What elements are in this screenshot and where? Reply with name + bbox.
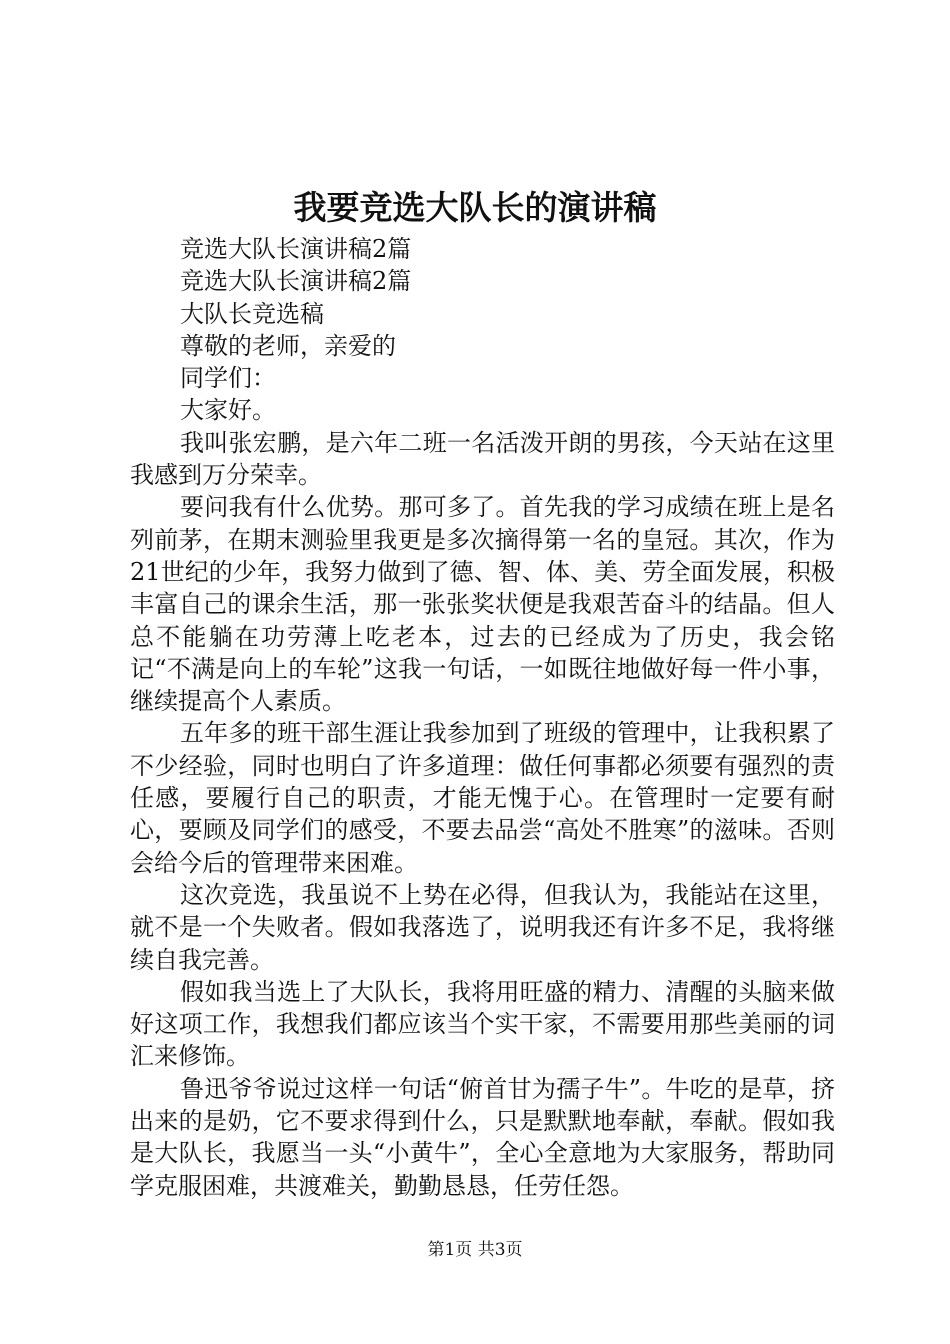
document-title: 我要竞选大队长的演讲稿 xyxy=(293,188,657,227)
document-body xyxy=(130,233,835,1202)
paragraph: 要问我有什么优势。那可多了。首先我的学习成绩在班上是名列前茅，在期末测验里我更是多次摘得第一名的皇冠。其次，作为21世纪的少年，我努力做到了德、智、体、美、劳全面发展，积极丰富自己的课余生活，那一张张奖状便是我艰苦奋斗的结晶。但人总不能躺在功劳薄上吃老本，过去的已经成为了历史，我会铭记“不满是向上的车轮”这我一句话，一如既往地做好每一件小事，继续提高个人素质。 xyxy=(130,493,835,716)
paragraph: 尊敬的老师，亲爱的 xyxy=(180,331,396,360)
paragraph: 五年多的班干部生涯让我参加到了班级的管理中，让我积累了不少经验，同时也明白了许多道理：做任何事都必须要有强烈的责任感，要履行自己的职责，才能无愧于心。在管理时一定要有耐心，要顾及同学们的感受，不要去品尝“高处不胜寒”的滋味。否则会给今后的管理带来困难。 xyxy=(130,719,835,877)
paragraph: 大家好。 xyxy=(180,396,276,425)
paragraph: 这次竞选，我虽说不上势在必得，但我认为，我能站在这里，就不是一个失败者。假如我落选了，说明我还有许多不足，我将继续自我完善。 xyxy=(130,880,835,974)
paragraph: 竞选大队长演讲稿2篇 xyxy=(180,235,412,263)
paragraph: 大队长竞选稿 xyxy=(180,299,324,328)
paragraph: 鲁迅爷爷说过这样一句话“俯首甘为孺子牛”。牛吃的是草，挤出来的是奶，它不要求得到什么，只是默默地奉献，奉献。假如我是大队长，我愿当一头“小黄牛”，全心全意地为大家服务，帮助同学克服困难，共渡难关，勤勤恳恳，任劳任怨。 xyxy=(130,1074,835,1200)
page-number-footer: 第1页 共3页 xyxy=(427,1240,523,1260)
paragraph: 假如我当选上了大队长，我将用旺盛的精力、清醒的头脑来做好这项工作，我想我们都应该当个实干家，不需要用那些美丽的词汇来修饰。 xyxy=(130,977,835,1071)
paragraph: 同学们： xyxy=(180,364,276,393)
paragraph: 我叫张宏鹏，是六年二班一名活泼开朗的男孩，今天站在这里我感到万分荣幸。 xyxy=(130,428,835,490)
paragraph: 竞选大队长演讲稿2篇 xyxy=(180,267,412,296)
